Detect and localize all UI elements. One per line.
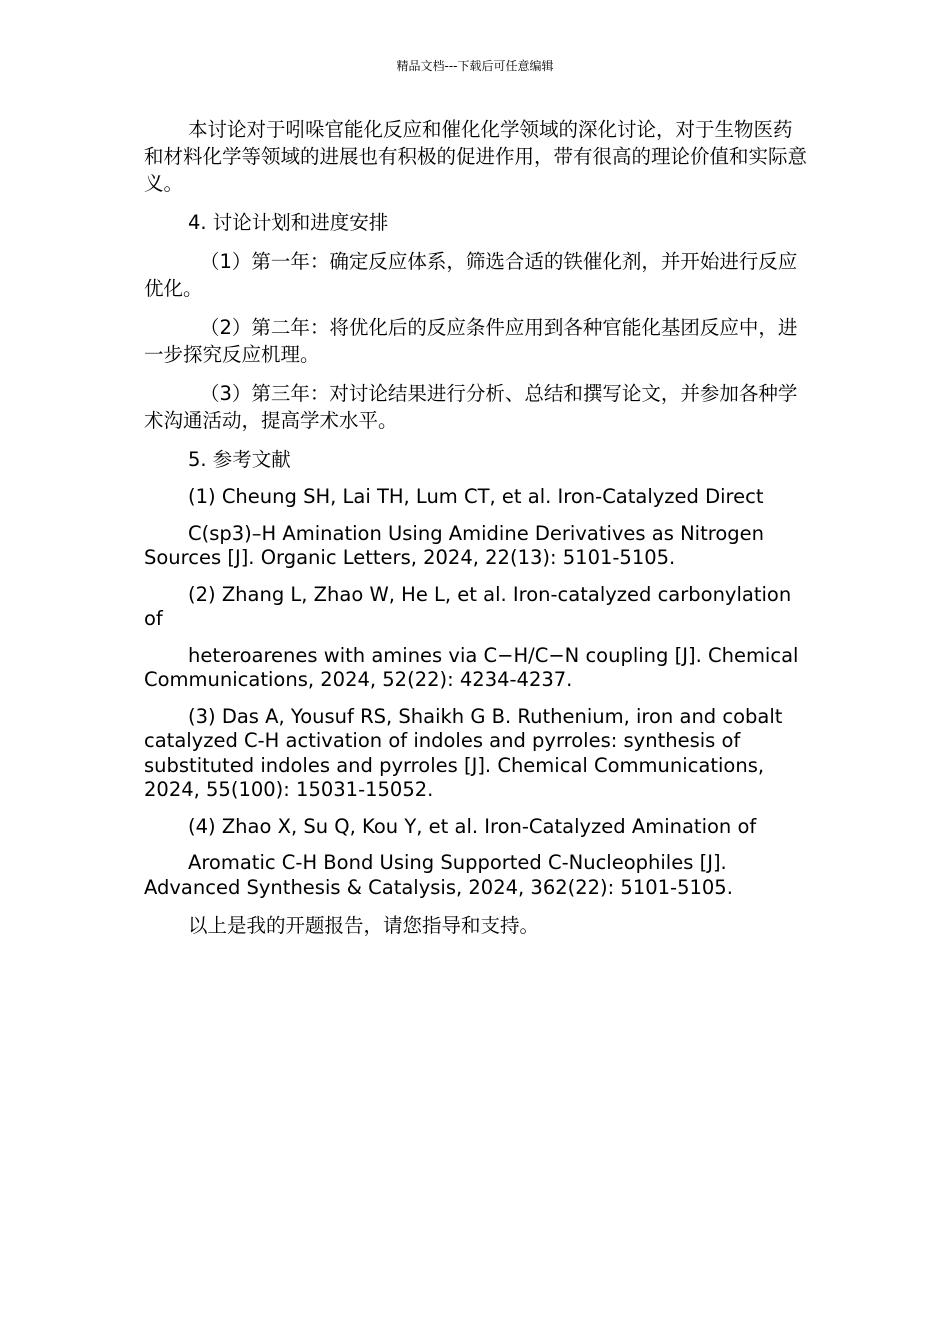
reference-3: (3) Das A, Yousuf RS, Shaikh G B. Ruthenium, iron and cobalt catalyzed C-H activation of indoles and pyrroles: synthesis of substituted indoles and pyrroles [J]. Chemical Communications, 2024, 55(100): 15031-15052.: [144, 704, 783, 801]
closing-statement: 以上是我的开题报告，请您指导和支持。: [188, 914, 540, 937]
reference-1-line-2: C(sp3)–H Amination Using Amidine Derivatives as Nitrogen Sources [J]. Organic Letters, 2024, 22(13): 5101-5105.: [144, 521, 764, 569]
plan-item-year-2: （2）第二年：将优化后的反应条件应用到各种官能化基团反应中，进一步探究反应机理。: [144, 316, 798, 366]
page-header: 精品文档---下载后可任意编辑: [396, 59, 554, 73]
reference-1-line-1: (1) Cheung SH, Lai TH, Lum CT, et al. Iron-Catalyzed Direct: [188, 485, 764, 508]
section-title-references: 5. 参考文献: [188, 448, 291, 471]
plan-item-year-3: （3）第三年：对讨论结果进行分析、总结和撰写论文，并参加各种学术沟通活动，提高学术水平。: [144, 382, 798, 432]
reference-2-line-2: heteroarenes with amines via C−H/C−N coupling [J]. Chemical Communications, 2024, 52(22): 4234-4237.: [144, 643, 799, 691]
paragraph-significance: 本讨论对于吲哚官能化反应和催化化学领域的深化讨论，对于生物医药和材料化学等领域的进展也有积极的促进作用，带有很高的理论价值和实际意义。: [144, 118, 808, 195]
reference-2-line-1: (2) Zhang L, Zhao W, He L, et al. Iron-catalyzed carbonylation of: [144, 582, 792, 630]
plan-item-year-1: （1）第一年：确定反应体系，筛选合适的铁催化剂，并开始进行反应优化。: [144, 250, 798, 300]
reference-4-line-2: Aromatic C-H Bond Using Supported C-Nucleophiles [J]. Advanced Synthesis & Catalysis, 2024, 362(22): 5101-5105.: [144, 851, 733, 899]
document-body: [144, 116, 810, 951]
reference-4-line-1: (4) Zhao X, Su Q, Kou Y, et al. Iron-Catalyzed Amination of: [188, 814, 757, 838]
section-title-plan: 4. 讨论计划和进度安排: [188, 211, 389, 234]
